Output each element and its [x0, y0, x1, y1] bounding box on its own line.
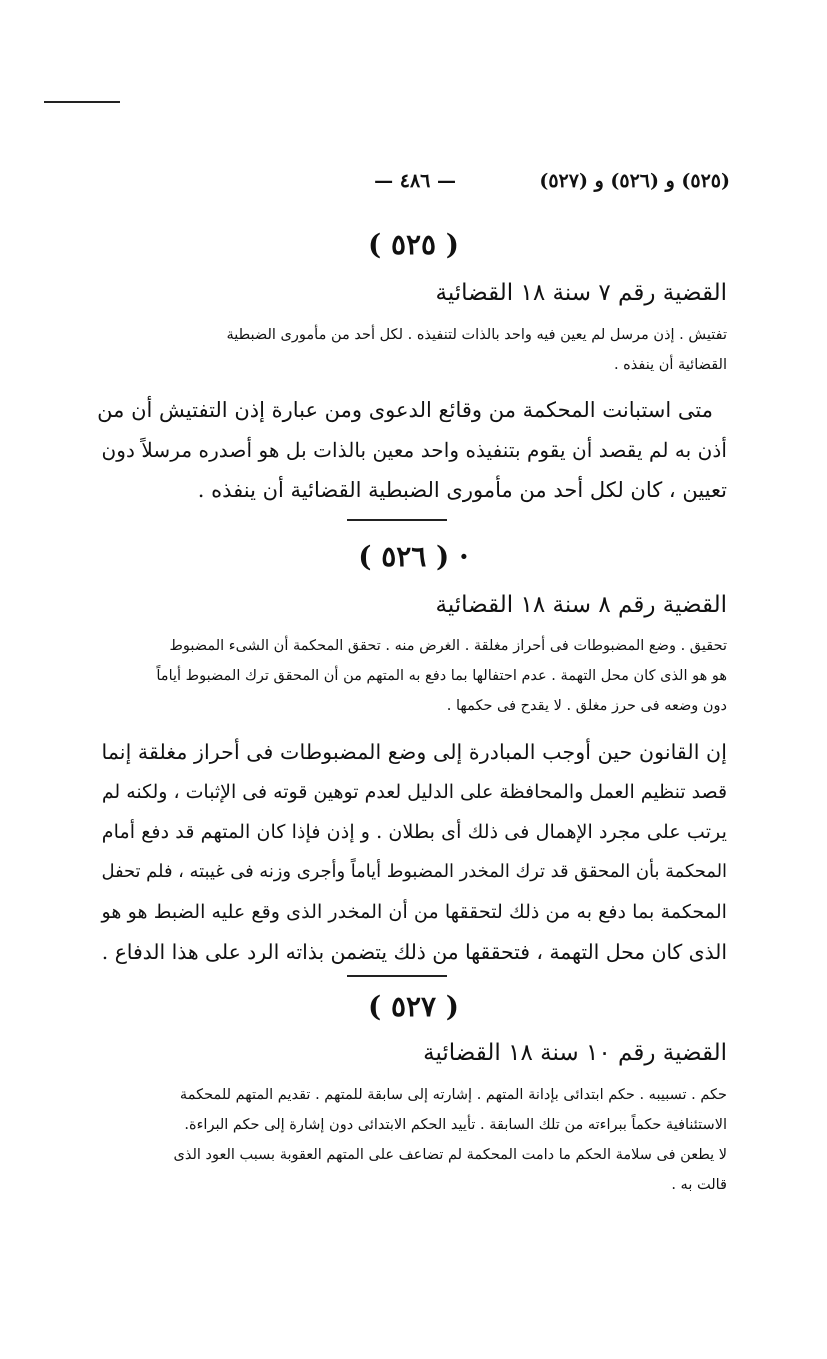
case-summary-526 — [95, 631, 727, 721]
summary-line: هو هو الذى كان محل التهمة . عدم احتفالها بما دفع به المتهم من أن المحقق ترك المضبوط أياماً — [156, 668, 727, 684]
body-line: قصد تنظيم العمل والمحافظة على الدليل لعدم توهين قوته فى الإثبات ، ولكنه لم — [101, 781, 727, 803]
body-line: المحكمة بما دفع به من ذلك لتحققها من أن المخدر الذى وقع عليه الضبط هو هو — [101, 900, 727, 923]
case-title-527: القضية رقم ١٠ سنة ١٨ القضائية — [423, 1040, 727, 1066]
case-summary-527 — [95, 1080, 727, 1200]
case-title-526: القضية رقم ٨ سنة ١٨ القضائية — [435, 592, 727, 618]
case-title-525: القضية رقم ٧ سنة ١٨ القضائية — [435, 280, 727, 306]
body-line: إن القانون حين أوجب المبادرة إلى وضع المضبوطات فى أحراز مغلقة إنما — [101, 740, 727, 764]
summary-line: لا يطعن فى سلامة الحكم ما دامت المحكمة لم تضاعف على المتهم العقوبة بسبب العود الذى — [173, 1147, 727, 1163]
running-header — [90, 166, 730, 200]
section-divider — [347, 519, 447, 521]
body-line: المحكمة بأن المحقق قد ترك المخدر المضبوط أياماً وأجرى وزنه فى غيبته ، فلم تحفل — [101, 861, 727, 882]
summary-line: تفتيش . إذن مرسل لم يعين فيه واحد بالذات لتنفيذه . لكل أحد من مأمورى الضبطية — [226, 327, 727, 343]
case-summary-525 — [95, 320, 727, 380]
scan-mark-line — [44, 101, 120, 103]
case-body-525 — [95, 390, 727, 510]
page-number: — ٤٨٦ — — [374, 170, 456, 192]
case-body-526 — [95, 732, 727, 972]
body-line: أذن به لم يقصد أن يقوم بتنفيذه واحد معين بالذات بل هو أصدره مرسلاً دون — [101, 438, 727, 462]
case-number-525: ( ٥٢٥ ) — [367, 228, 460, 261]
summary-line: دون وضعه فى حرز مغلق . لا يقدح فى حكمها . — [446, 698, 727, 714]
section-divider — [347, 975, 447, 977]
summary-line: تحقيق . وضع المضبوطات فى أحراز مغلقة . الغرض منه . تحقق المحكمة أن الشىء المضبوط — [169, 638, 727, 654]
body-line: الذى كان محل التهمة ، فتحققها من ذلك يتضمن بذاته الرد على هذا الدفاع . — [101, 940, 727, 964]
summary-line: حكم . تسبيبه . حكم ابتدائى بإدانة المتهم . إشارته إلى سابقة للمتهم . تقديم المتهم للمحكمة — [179, 1087, 727, 1103]
header-case-numbers: (٥٢٥) و (٥٢٦) و (٥٢٧) — [539, 170, 730, 192]
case-number-527: ( ٥٢٧ ) — [367, 990, 460, 1023]
body-line: متى استبانت المحكمة من وقائع الدعوى ومن عبارة إذن التفتيش أن من — [97, 398, 713, 422]
body-line: تعيين ، كان لكل أحد من مأمورى الضبطية القضائية أن ينفذه . — [197, 478, 727, 502]
summary-line: قالت به . — [671, 1177, 727, 1193]
summary-line: الاستئنافية حكماً ببراءته من تلك السابقة . تأييد الحكم الابتدائى دون إشارة إلى حكم البراءة. — [184, 1117, 727, 1133]
case-number-526: · ( ٥٢٦ ) — [358, 540, 469, 573]
body-line: يرتب على مجرد الإهمال فى ذلك أى بطلان . و إذن فإذا كان المتهم قد دفع أمام — [101, 820, 727, 843]
summary-line: القضائية أن ينفذه . — [613, 357, 727, 373]
